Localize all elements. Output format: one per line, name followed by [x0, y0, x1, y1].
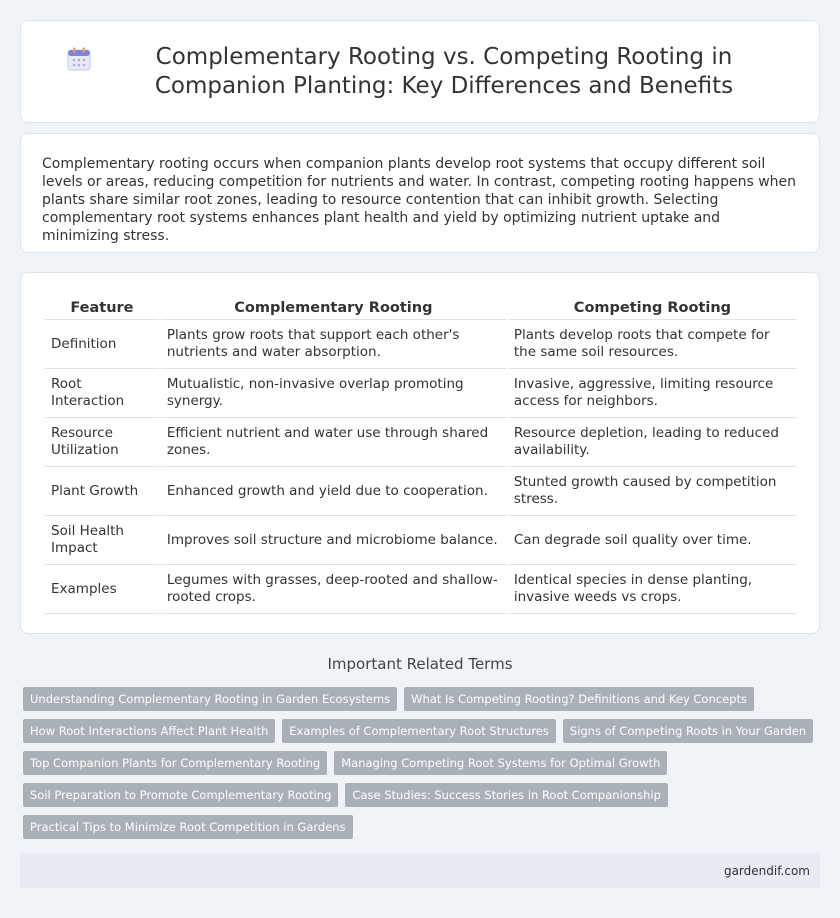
complementary-cell: Mutualistic, non-invasive overlap promoting synergy. — [161, 369, 506, 418]
table-row — [45, 320, 797, 369]
related-term-link[interactable]: Understanding Complementary Rooting in Garden Ecosystems — [23, 687, 397, 711]
intro-card — [20, 133, 820, 253]
complementary-cell: Enhanced growth and yield due to cooperation. — [161, 467, 506, 516]
competing-cell: Resource depletion, leading to reduced availability. — [508, 418, 797, 467]
feature-cell: Examples — [45, 565, 159, 614]
related-term-link[interactable]: Signs of Competing Roots in Your Garden — [563, 719, 813, 743]
feature-cell: Root Interaction — [45, 369, 159, 418]
header-feature: Feature — [45, 295, 159, 320]
related-term-link[interactable]: What Is Competing Rooting? Definitions and Key Concepts — [404, 687, 754, 711]
table-row — [45, 418, 797, 467]
complementary-cell: Improves soil structure and microbiome balance. — [161, 516, 506, 565]
intro-paragraph: Complementary rooting occurs when companion plants develop root systems that occupy different soil levels or areas, reducing competition for nutrients and water. In contrast, competing rooting happens when plants share similar root zones, leading to resource contention that can inhibit growth. Selecting complementary root systems enhances plant health and yield by optimizing nutrient uptake and minimizing stress. — [42, 156, 796, 244]
tag-row — [23, 751, 813, 775]
related-terms-list — [23, 687, 813, 847]
competing-cell: Can degrade soil quality over time. — [508, 516, 797, 565]
related-term-link[interactable]: Top Companion Plants for Complementary Rooting — [23, 751, 327, 775]
complementary-cell: Legumes with grasses, deep-rooted and shallow-rooted crops. — [161, 565, 506, 614]
title-card — [20, 20, 820, 123]
table-row — [45, 565, 797, 614]
comparison-card — [20, 272, 820, 634]
related-term-link[interactable]: Soil Preparation to Promote Complementary Rooting — [23, 783, 338, 807]
header-complementary: Complementary Rooting — [161, 295, 506, 320]
related-term-link[interactable]: Managing Competing Root Systems for Optimal Growth — [334, 751, 667, 775]
table-row — [45, 369, 797, 418]
title-wrap — [66, 43, 774, 101]
calendar-icon — [66, 46, 92, 72]
competing-cell: Plants develop roots that compete for the same soil resources. — [508, 320, 797, 369]
related-term-link[interactable]: How Root Interactions Affect Plant Health — [23, 719, 275, 743]
tag-row — [23, 719, 813, 743]
tag-row — [23, 783, 813, 807]
related-term-link[interactable]: Examples of Complementary Root Structures — [282, 719, 556, 743]
competing-cell: Stunted growth caused by competition stress. — [508, 467, 797, 516]
page-title: Complementary Rooting vs. Competing Rooting in Companion Planting: Key Differences and Benefits — [154, 43, 734, 99]
feature-cell: Plant Growth — [45, 467, 159, 516]
feature-cell: Definition — [45, 320, 159, 369]
table-header-row — [45, 295, 797, 320]
related-term-link[interactable]: Case Studies: Success Stories in Root Companionship — [345, 783, 667, 807]
feature-cell: Resource Utilization — [45, 418, 159, 467]
table-row — [45, 467, 797, 516]
complementary-cell: Efficient nutrient and water use through shared zones. — [161, 418, 506, 467]
tag-row — [23, 687, 813, 711]
footer-site-link[interactable]: gardendif.com — [723, 864, 810, 878]
comparison-table — [43, 295, 799, 614]
competing-cell: Invasive, aggressive, limiting resource access for neighbors. — [508, 369, 797, 418]
header-competing: Competing Rooting — [508, 295, 797, 320]
complementary-cell: Plants grow roots that support each other's nutrients and water absorption. — [161, 320, 506, 369]
competing-cell: Identical species in dense planting, invasive weeds vs crops. — [508, 565, 797, 614]
table-row — [45, 516, 797, 565]
feature-cell: Soil Health Impact — [45, 516, 159, 565]
related-terms-heading: Important Related Terms — [327, 655, 513, 673]
related-term-link[interactable]: Practical Tips to Minimize Root Competition in Gardens — [23, 815, 353, 839]
footer — [20, 854, 820, 888]
tag-row — [23, 815, 813, 839]
